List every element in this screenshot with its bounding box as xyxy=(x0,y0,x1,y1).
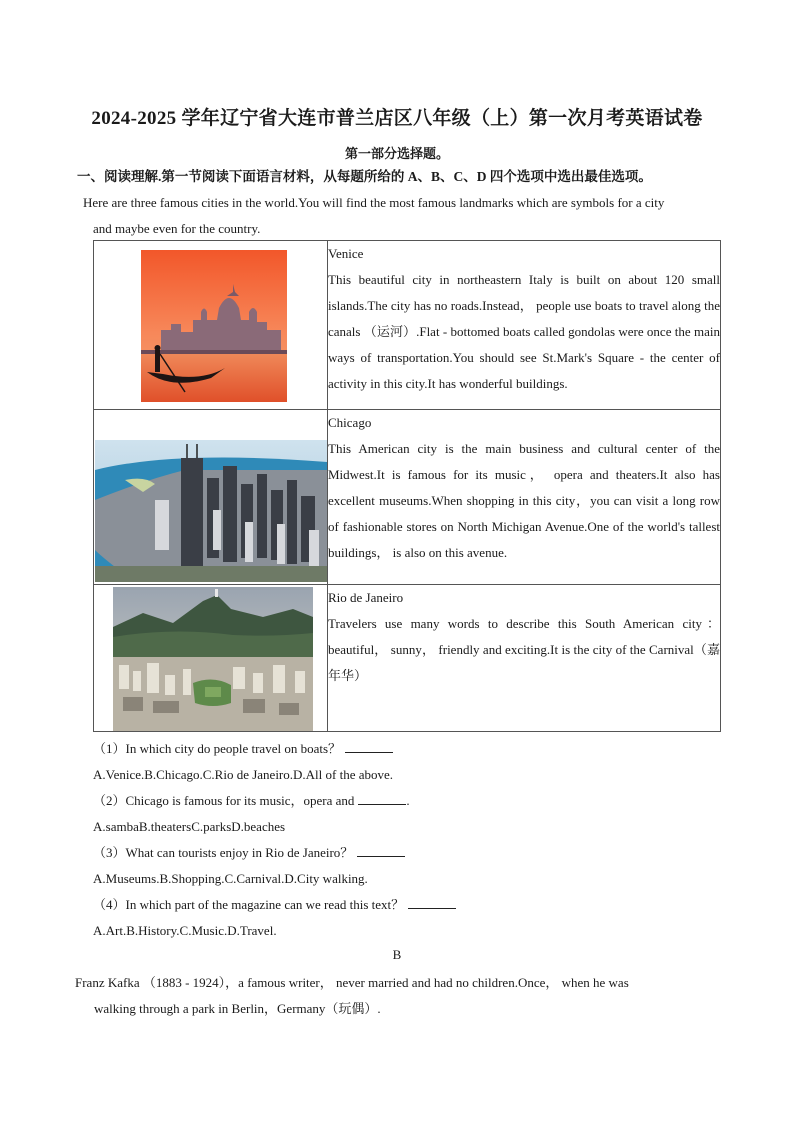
rio-description xyxy=(328,585,721,732)
section-b-label: B xyxy=(392,947,402,962)
passage-b-line-1: Franz Kafka （1883 - 1924），a famous writer， never married and had no children.Once， when he was xyxy=(75,975,629,990)
chicago-photo xyxy=(95,440,327,582)
part-heading: 第一部分选择题。 xyxy=(344,146,449,161)
question-1: （1）In which city do people travel on boats？ xyxy=(93,736,456,762)
answer-blank[interactable] xyxy=(357,842,405,857)
table-row xyxy=(94,585,721,732)
city-name-rio: Rio de Janeiro xyxy=(328,590,404,605)
rio-photo xyxy=(113,587,313,731)
venice-image-cell xyxy=(94,241,328,410)
answer-blank[interactable] xyxy=(345,738,393,753)
question-1-options: A.Venice.B.Chicago.C.Rio de Janeiro.D.All of the above. xyxy=(93,767,394,782)
cities-table xyxy=(93,240,721,732)
question-3: （3）What can tourists enjoy in Rio de Janeiro？ xyxy=(93,840,456,866)
answer-blank[interactable] xyxy=(408,894,456,909)
intro-line-1: Here are three famous cities in the world.You will find the most famous landmarks which are symbols for a city xyxy=(83,195,665,210)
section-instruction: 一、阅读理解.第一节阅读下面语言材料，从每题所给的 A、B、C、D 四个选项中选出最佳选项。 xyxy=(77,169,652,184)
answer-blank[interactable] xyxy=(358,790,406,805)
venice-description xyxy=(328,241,721,410)
venice-text: This beautiful city in northeastern Italy is built on about 120 small islands.The city has no roads.Instead， people use boats to travel along the canals （运河）.Flat - bottomed boats called gondolas were once the main ways of transportation.You should see St.Mark's Square - the center of activity in this city.It has wonderful buildings. xyxy=(328,272,720,391)
city-name-venice: Venice xyxy=(328,246,364,261)
rio-text: Travelers use many words to describe this South American city： beautiful， sunny， friendly and exciting.It is the city of the Carnival（嘉年华） xyxy=(328,616,720,683)
question-2: （2）Chicago is famous for its music，opera and . xyxy=(93,788,456,814)
table-row xyxy=(94,410,721,585)
question-3-options: A.Museums.B.Shopping.C.Carnival.D.City walking. xyxy=(93,871,368,886)
chicago-description xyxy=(328,410,721,585)
page-title: 2024-2025 学年辽宁省大连市普兰店区八年级（上）第一次月考英语试卷 xyxy=(91,108,703,129)
questions xyxy=(93,736,456,944)
passage-b-line-2: walking through a park in Berlin，Germany（玩偶）. xyxy=(94,1001,381,1016)
question-2-options: A.sambaB.theatersC.parksD.beaches xyxy=(93,819,286,834)
passage-b xyxy=(75,970,720,1022)
question-4: （4）In which part of the magazine can we read this text？ xyxy=(93,892,456,918)
chicago-text: This American city is the main business and cultural center of the Midwest.It is famous for its music， opera and theaters.It also has excellent museums.When shopping in this city，you can visit a long row of fashionable stores on North Michigan Avenue.One of the world's tallest buildings， is also on this avenue. xyxy=(328,441,720,560)
chicago-image-cell xyxy=(94,410,328,585)
venice-photo xyxy=(141,250,287,402)
intro-line-2: and maybe even for the country. xyxy=(93,221,261,236)
question-4-options: A.Art.B.History.C.Music.D.Travel. xyxy=(93,923,277,938)
passage-intro xyxy=(83,190,723,242)
rio-image-cell xyxy=(94,585,328,732)
city-name-chicago: Chicago xyxy=(328,415,372,430)
table-row xyxy=(94,241,721,410)
